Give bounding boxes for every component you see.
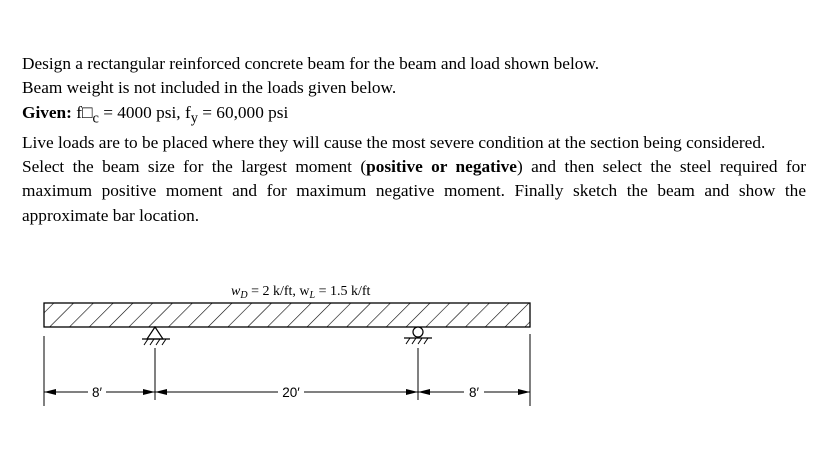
fy-subscript: y [190,110,198,127]
roller-support [404,327,432,344]
select-text-pre: Select the beam size for the largest moment ( [22,157,367,177]
beam [44,303,530,327]
pin-support [142,327,170,345]
dim-middle-label: 20′ [282,385,300,400]
fc-glyph: □ [82,102,93,122]
fc-prefix: f [76,102,83,122]
load-wl-subscript: L [309,290,316,301]
load-wd-subscript: D [240,290,248,301]
problem-line-2: Beam weight is not included in the loads given below. [22,78,397,98]
dim-left-label: 8′ [91,385,103,400]
dim-right-label: 8′ [468,385,480,400]
load-wl-value: = 1.5 k/ft [315,284,371,299]
live-loads-paragraph: Live loads are to be placed where they will cause the most severe condition at the section being considered. [22,132,766,152]
problem-line-1: Design a rectangular reinforced concrete beam for the beam and load shown below. [22,54,600,73]
fy-value: = 60,000 psi [197,102,289,122]
given-label: Given: [22,102,72,122]
fy-prefix: f [184,102,191,122]
fc-value: = 4000 psi, [98,102,185,122]
select-text-post: ) and then select the steel required for maximum positive moment and for maximum negative moment. Finally sketch the beam and show the approximate bar location. [22,157,806,225]
select-text-bold: positive or negative [366,157,517,177]
load-wd-symbol: w [231,284,241,299]
load-label [231,284,371,301]
load-wd-value: = 2 k/ft, w [247,284,310,299]
fc-subscript: c [92,110,99,127]
